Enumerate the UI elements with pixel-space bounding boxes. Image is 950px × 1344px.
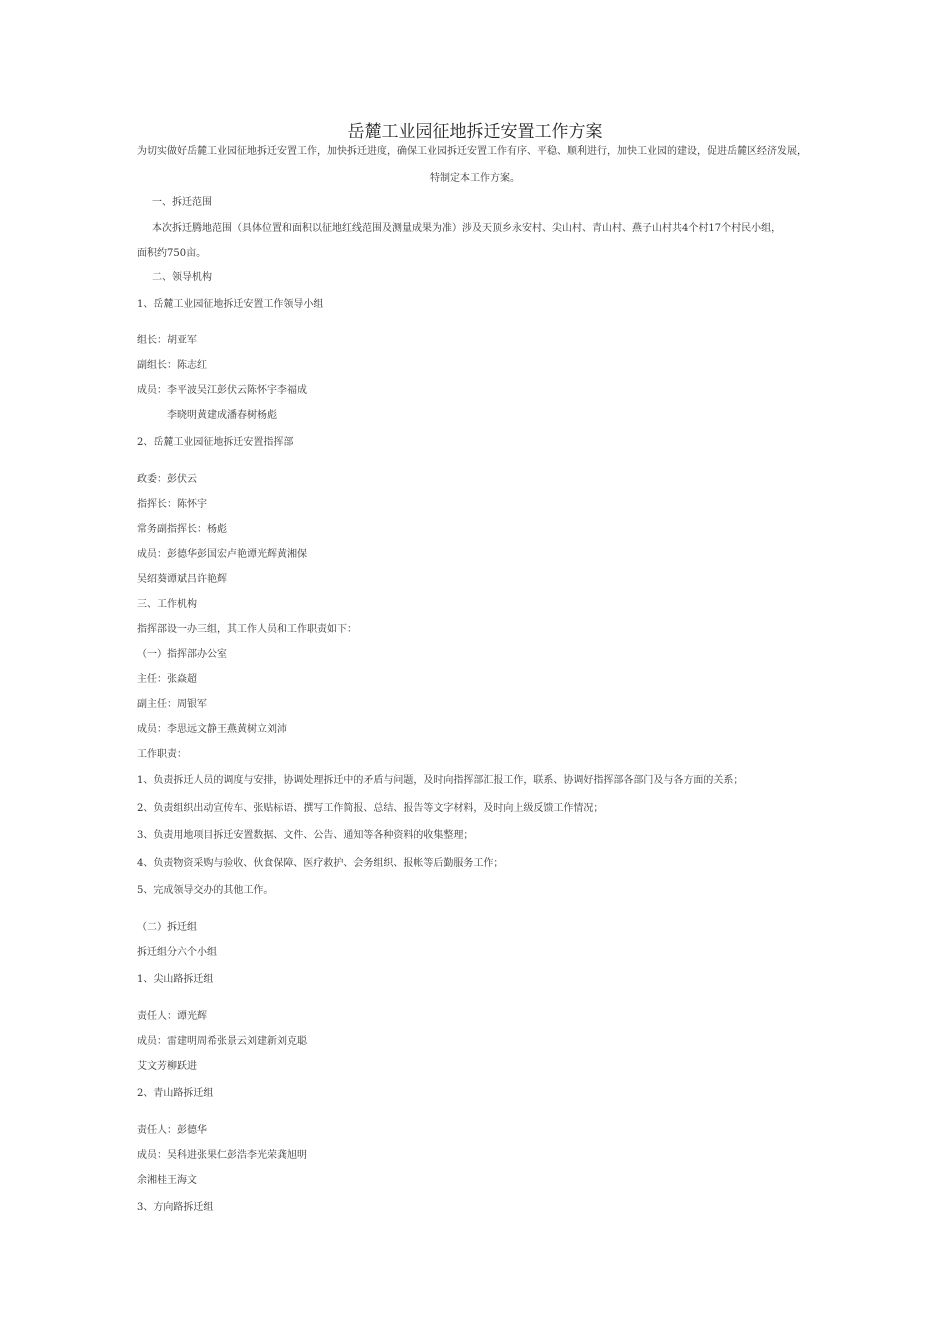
body-line: 面积约750亩。 (137, 248, 207, 259)
body-line: 指挥长：陈怀宇 (137, 499, 207, 510)
duty-item: 5、完成领导交办的其他工作。 (137, 885, 274, 896)
body-line: 成员：李思远文静王燕黄树立刘沛 (137, 724, 287, 735)
sub-heading: （二）拆迁组 (137, 922, 197, 933)
sub-heading: 1、岳麓工业园征地拆迁安置工作领导小组 (137, 299, 324, 310)
document-title: 岳麓工业园征地拆迁安置工作方案 (347, 122, 603, 142)
section-heading-work: 三、工作机构 (137, 599, 197, 610)
body-line: 成员：吴科进张果仁彭浩李光荣龚旭明 (137, 1150, 307, 1161)
section-heading-leadership: 二、领导机构 (152, 272, 212, 283)
body-line: 责任人：谭光辉 (137, 1011, 207, 1022)
sub-heading: 1、尖山路拆迁组 (137, 974, 214, 985)
intro-line-2: 特制定本工作方案。 (430, 173, 520, 184)
body-line: 吴绍葵谭斌吕许艳辉 (137, 574, 227, 585)
body-line: 主任：张焱超 (137, 674, 197, 685)
sub-heading: 2、岳麓工业园征地拆迁安置指挥部 (137, 437, 294, 448)
body-line: 李晓明黄建成潘春树杨彪 (167, 410, 277, 421)
duty-item: 4、负责物资采购与验收、伙食保障、医疗救护、会务组织、报帐等后勤服务工作； (137, 858, 504, 869)
duty-item: 1、负责拆迁人员的调度与安排，协调处理拆迁中的矛盾与问题，及时向指挥部汇报工作，联系、协调好指挥部各部门及与各方面的关系； (137, 775, 744, 786)
intro-line-1: 为切实做好岳麓工业园征地拆迁安置工作，加快拆迁进度，确保工业园拆迁安置工作有序、平稳、顺利进行，加快工业园的建设，促进岳麓区经济发展， (137, 146, 807, 157)
sub-heading: 3、方向路拆迁组 (137, 1202, 214, 1213)
body-line: 工作职责： (137, 749, 187, 760)
body-line: 常务副指挥长：杨彪 (137, 524, 227, 535)
duty-item: 3、负责用地项目拆迁安置数据、文件、公告、通知等各种资料的收集整理； (137, 830, 474, 841)
body-line: 副组长：陈志红 (137, 360, 207, 371)
body-line: 余湘桂王海文 (137, 1175, 197, 1186)
body-line: 拆迁组分六个小组 (137, 947, 217, 958)
body-line: 政委：彭伏云 (137, 474, 197, 485)
body-line: 成员：李平波吴江彭伏云陈怀宇李福成 (137, 385, 307, 396)
duty-item: 2、负责组织出动宣传车、张贴标语、撰写工作简报、总结、报告等文字材料，及时向上级反馈工作情况； (137, 803, 604, 814)
body-line: 本次拆迁腾地范围（具体位置和面积以征地红线范围及测量成果为准）涉及天顶乡永安村、尖山村、青山村、燕子山村共4个村17个村民小组， (152, 223, 782, 234)
body-line: 成员：雷建明周希张景云刘建新刘克聪 (137, 1036, 307, 1047)
section-heading-scope: 一、拆迁范围 (152, 197, 212, 208)
body-line: 成员：彭德华彭国宏卢艳谭光辉黄湘保 (137, 549, 307, 560)
sub-heading: （一）指挥部办公室 (137, 649, 227, 660)
sub-heading: 2、青山路拆迁组 (137, 1088, 214, 1099)
body-line: 副主任：周银军 (137, 699, 207, 710)
body-line: 艾文芳柳跃进 (137, 1061, 197, 1072)
body-line: 指挥部设一办三组，其工作人员和工作职责如下： (137, 624, 357, 635)
body-line: 组长：胡亚军 (137, 335, 197, 346)
body-line: 责任人：彭德华 (137, 1125, 207, 1136)
